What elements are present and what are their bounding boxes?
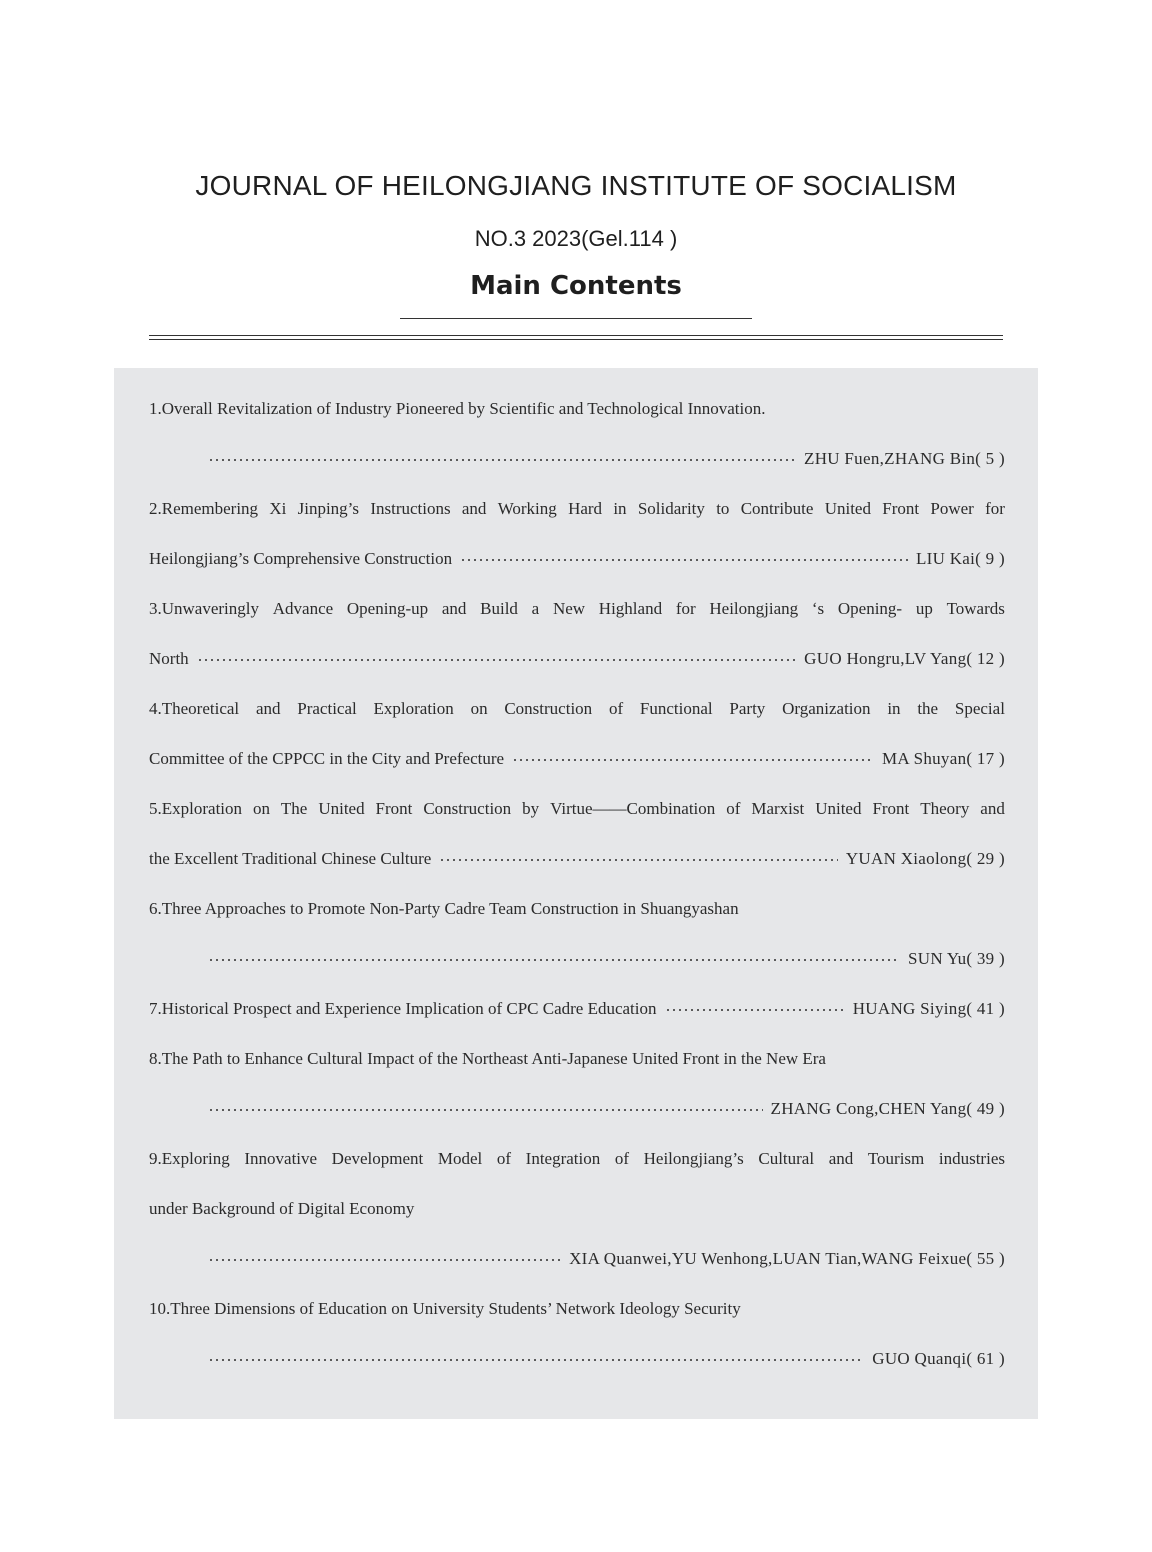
toc-entry-title-word: Model xyxy=(437,1149,483,1168)
toc-entry-4-title[interactable] xyxy=(149,694,1005,724)
toc-entry-title-word: on xyxy=(252,799,270,818)
toc-entry-title-word: Towards xyxy=(946,599,1005,618)
toc-entry-2-leader[interactable] xyxy=(149,544,1005,574)
toc-entry-title-word: Construction xyxy=(504,699,593,718)
toc-entry-title-word: of xyxy=(614,1149,630,1168)
dot-leader xyxy=(208,1259,561,1261)
toc-entry-3-leader[interactable] xyxy=(149,644,1005,674)
toc-entry-title-word: Build xyxy=(480,599,518,618)
toc-entry-author: LIU Kai( 9 ) xyxy=(915,549,1005,568)
toc-entry-title-word: of xyxy=(496,1149,512,1168)
toc-entry-title-word: on xyxy=(470,699,488,718)
toc-entry-title-word: up xyxy=(915,599,933,618)
toc-entry-title-word: Construction xyxy=(423,799,512,818)
toc-entry-title-word: Innovative xyxy=(244,1149,318,1168)
toc-entry-5-title[interactable] xyxy=(149,794,1005,824)
toc-entry-title-word: Marxist xyxy=(751,799,805,818)
toc-entry-6-title[interactable] xyxy=(149,894,1005,924)
toc-entry-title-word: Solidarity xyxy=(637,499,705,518)
toc-entry-10-leader[interactable] xyxy=(200,1344,1005,1374)
toc-entry-5-leader[interactable] xyxy=(149,844,1005,874)
dot-leader xyxy=(439,859,838,861)
toc-entry-title-word: Instructions xyxy=(370,499,451,518)
dot-leader xyxy=(208,1109,763,1111)
toc-entry-title-word: a xyxy=(531,599,540,618)
contents-heading: Main Contents xyxy=(470,271,682,301)
toc-entry-title-word: Front xyxy=(872,799,910,818)
toc-entry-title-word: Special xyxy=(954,699,1005,718)
toc-entry-title-word: industries xyxy=(938,1149,1005,1168)
toc-entry-title-word: and xyxy=(461,499,487,518)
toc-entry-7-title[interactable] xyxy=(149,994,1005,1024)
toc-entry-title-word: in xyxy=(613,499,627,518)
toc-entry-title-word: Cultural xyxy=(758,1149,815,1168)
toc-entry-title-word: in xyxy=(887,699,901,718)
toc-entry-title-text: 1.Overall Revitalization of Industry Pioneered by Scientific and Technological Innovation. xyxy=(149,399,766,418)
toc-entry-title-word: ‘s xyxy=(811,599,825,618)
toc-entry-author: MA Shuyan( 17 ) xyxy=(881,749,1005,768)
toc-entry-author: SUN Yu( 39 ) xyxy=(908,949,1005,968)
toc-entry-title-word: United xyxy=(318,799,365,818)
toc-entry-title-word: Opening-up xyxy=(346,599,429,618)
toc-entry-title-word: Contribute xyxy=(740,499,814,518)
toc-entry-title-text: 6.Three Approaches to Promote Non-Party Cadre Team Construction in Shuangyashan xyxy=(149,899,739,918)
double-rule-divider xyxy=(149,335,1003,340)
toc-entry-title-word: United xyxy=(824,499,871,518)
toc-entry-title-text: Heilongjiang’s Comprehensive Construction xyxy=(149,549,453,568)
dot-leader xyxy=(512,759,874,761)
journal-title: JOURNAL OF HEILONGJIANG INSTITUTE OF SOCIALISM xyxy=(195,170,957,201)
dot-leader xyxy=(197,659,797,661)
toc-entry-author: ZHANG Cong,CHEN Yang( 49 ) xyxy=(770,1099,1005,1118)
toc-entry-title-word: and xyxy=(255,699,281,718)
toc-entry-title-word: Hard xyxy=(568,499,603,518)
toc-entry-9-title[interactable] xyxy=(149,1144,1005,1174)
toc-entry-1-title[interactable] xyxy=(149,394,1005,424)
toc-entry-title-text: 7.Historical Prospect and Experience Implication of CPC Cadre Education xyxy=(149,999,657,1018)
toc-entry-9-title-cont[interactable] xyxy=(149,1194,1005,1224)
toc-entry-title-word: Power xyxy=(930,499,974,518)
toc-entry-title-word: for xyxy=(985,499,1005,518)
toc-entry-title-word: Exploration xyxy=(373,699,454,718)
toc-entry-title-word: Opening- xyxy=(837,599,903,618)
toc-entry-title-word: Theory xyxy=(920,799,970,818)
toc-entry-title-word: of xyxy=(608,699,624,718)
toc-entry-1-leader[interactable] xyxy=(200,444,1005,474)
toc-entry-title-word: Jinping’s xyxy=(297,499,360,518)
toc-entry-title-word: Working xyxy=(497,499,557,518)
dot-leader xyxy=(460,559,908,561)
toc-entry-title-text: 8.The Path to Enhance Cultural Impact of the Northeast Anti-Japanese United Front in the New Era xyxy=(149,1049,826,1068)
toc-entry-title-word: Front xyxy=(882,499,920,518)
dot-leader xyxy=(208,959,900,961)
toc-entry-title-word: Party xyxy=(729,699,766,718)
toc-entry-title-word: The xyxy=(280,799,308,818)
toc-entry-title-text: North xyxy=(149,649,189,668)
toc-entry-title-word: to xyxy=(716,499,730,518)
toc-entry-title-word: Practical xyxy=(297,699,357,718)
toc-entry-author: HUANG Siying( 41 ) xyxy=(852,999,1005,1018)
toc-entry-title-word: Development xyxy=(331,1149,424,1168)
toc-entry-title-word: Front xyxy=(375,799,413,818)
toc-entry-title-word: Organization xyxy=(782,699,871,718)
toc-entry-title-word: the xyxy=(917,699,939,718)
toc-entry-title-word: Functional xyxy=(639,699,713,718)
toc-entry-10-title[interactable] xyxy=(149,1294,1005,1324)
toc-entry-title-word: Heilongjiang xyxy=(709,599,799,618)
toc-entry-author: XIA Quanwei,YU Wenhong,LUAN Tian,WANG Feixue( 55 ) xyxy=(569,1249,1005,1268)
toc-entry-6-leader[interactable] xyxy=(200,944,1005,974)
toc-entry-title-word: 3.Unwaveringly xyxy=(149,599,260,618)
toc-entry-title-word: 2.Remembering xyxy=(149,499,259,518)
toc-entry-4-leader[interactable] xyxy=(149,744,1005,774)
toc-entry-8-leader[interactable] xyxy=(200,1094,1005,1124)
toc-entry-title-word: and xyxy=(441,599,467,618)
dot-leader xyxy=(208,1359,864,1361)
toc-entry-title-word: 5.Exploration xyxy=(149,799,243,818)
toc-entry-title-text: Committee of the CPPCC in the City and Prefecture xyxy=(149,749,505,768)
toc-entry-title-word: Heilongjiang’s xyxy=(643,1149,744,1168)
toc-entry-9-leader[interactable] xyxy=(200,1244,1005,1274)
toc-entry-title-text: 10.Three Dimensions of Education on University Students’ Network Ideology Security xyxy=(149,1299,741,1318)
toc-entry-title-word: by xyxy=(522,799,540,818)
toc-entry-author: ZHU Fuen,ZHANG Bin( 5 ) xyxy=(804,449,1005,468)
toc-entry-title-word: 4.Theoretical xyxy=(149,699,240,718)
toc-entry-8-title[interactable] xyxy=(149,1044,1005,1074)
toc-entry-title-word: New xyxy=(552,599,586,618)
toc-entry-title-word: of xyxy=(726,799,741,818)
toc-entry-author: YUAN Xiaolong( 29 ) xyxy=(845,849,1005,868)
toc-entry-title-word: for xyxy=(675,599,696,618)
toc-entry-author: GUO Hongru,LV Yang( 12 ) xyxy=(804,649,1005,668)
dot-leader xyxy=(208,459,796,461)
toc-entry-title-word: Integration xyxy=(525,1149,601,1168)
toc-entry-title-word: 9.Exploring xyxy=(149,1149,230,1168)
issue-number: NO.3 2023(Gel.114 ) xyxy=(474,226,678,251)
toc-entry-2-title[interactable] xyxy=(149,494,1005,524)
toc-entry-title-text: under Background of Digital Economy xyxy=(149,1199,415,1218)
toc-entry-title-word: Advance xyxy=(272,599,334,618)
toc-entry-3-title[interactable] xyxy=(149,594,1005,624)
toc-entry-title-word: Tourism xyxy=(867,1149,925,1168)
toc-entry-title-word: and xyxy=(980,799,1005,818)
toc-entry-title-text: the Excellent Traditional Chinese Culture xyxy=(149,849,432,868)
toc-entry-author: GUO Quanqi( 61 ) xyxy=(872,1349,1005,1368)
heading-underline xyxy=(400,318,752,319)
toc-entry-title-word: and xyxy=(828,1149,854,1168)
toc-entry-title-word: Xi xyxy=(269,499,287,518)
dot-leader xyxy=(665,1009,845,1011)
toc-entry-title-word: Highland xyxy=(598,599,663,618)
toc-entry-title-word: Virtue——Combination xyxy=(550,799,716,818)
toc-entry-title-word: United xyxy=(815,799,862,818)
